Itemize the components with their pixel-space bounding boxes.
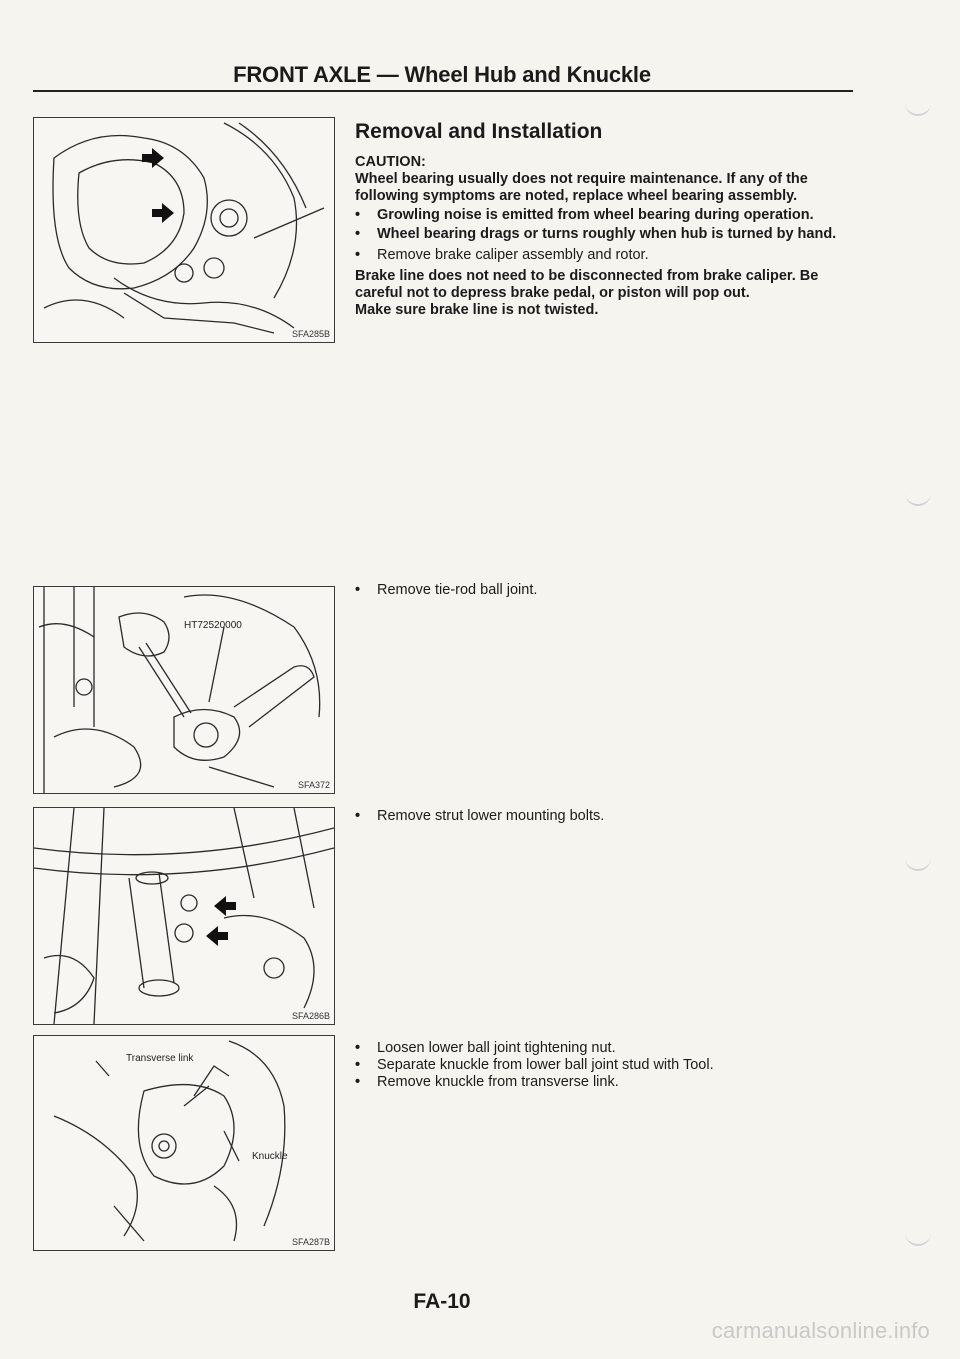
step-remove-knuckle: • Remove knuckle from transverse link. bbox=[355, 1074, 855, 1091]
transverse-link-label: Transverse link bbox=[126, 1053, 194, 1064]
binder-hole-mark bbox=[905, 855, 931, 871]
symptom-item: • Growling noise is emitted from wheel bearing during operation. bbox=[355, 207, 855, 224]
knuckle-label: Knuckle bbox=[252, 1151, 288, 1162]
symptom-item: • Wheel bearing drags or turns roughly when hub is turned by hand. bbox=[355, 226, 855, 243]
figure-code: SFA286B bbox=[291, 1011, 330, 1021]
binder-hole-mark bbox=[905, 1230, 931, 1246]
knuckle-steps bbox=[355, 1040, 855, 1091]
figure-code: SFA285B bbox=[291, 329, 330, 339]
figure-code: SFA287B bbox=[291, 1237, 330, 1247]
tie-rod-illustration bbox=[34, 587, 334, 793]
removal-section bbox=[355, 120, 855, 319]
tie-rod-step bbox=[355, 582, 855, 599]
caution-heading: CAUTION: bbox=[355, 154, 426, 170]
binder-hole-mark bbox=[905, 100, 931, 116]
watermark: carmanualsonline.info bbox=[711, 1318, 930, 1343]
figure-strut-bolts bbox=[33, 807, 335, 1025]
header-divider bbox=[33, 90, 853, 92]
binder-hole-mark bbox=[905, 490, 931, 506]
brake-caliper-illustration bbox=[34, 118, 334, 342]
brake-line-twist-note: Make sure brake line is not twisted. bbox=[355, 302, 599, 318]
step-remove-tie-rod: • Remove tie-rod ball joint. bbox=[355, 582, 855, 599]
tool-number-label: HT72520000 bbox=[184, 620, 242, 631]
page-number: FA-10 bbox=[413, 1290, 471, 1313]
figure-brake-caliper bbox=[33, 117, 335, 343]
step-separate-knuckle: • Separate knuckle from lower ball joint stud with Tool. bbox=[355, 1057, 855, 1074]
step-loosen-nut: • Loosen lower ball joint tightening nut. bbox=[355, 1040, 855, 1057]
brake-line-note: Brake line does not need to be disconnected from brake caliper. Be careful not to depress brake pedal, or piston will pop out. bbox=[355, 268, 819, 301]
strut-step bbox=[355, 808, 855, 825]
page-title: FRONT AXLE — Wheel Hub and Knuckle bbox=[233, 62, 651, 87]
caution-body: Wheel bearing usually does not require maintenance. If any of the following symptoms are noted, replace wheel bearing assembly. bbox=[355, 171, 808, 204]
section-title: Removal and Installation bbox=[355, 120, 603, 143]
figure-tie-rod bbox=[33, 586, 335, 794]
knuckle-removal-illustration bbox=[34, 1036, 334, 1250]
figure-code: SFA372 bbox=[297, 780, 330, 790]
step-remove-caliper: • Remove brake caliper assembly and rotor. bbox=[355, 247, 855, 264]
figure-knuckle-removal bbox=[33, 1035, 335, 1251]
step-remove-strut-bolts: • Remove strut lower mounting bolts. bbox=[355, 808, 855, 825]
strut-bolts-illustration bbox=[34, 808, 334, 1024]
